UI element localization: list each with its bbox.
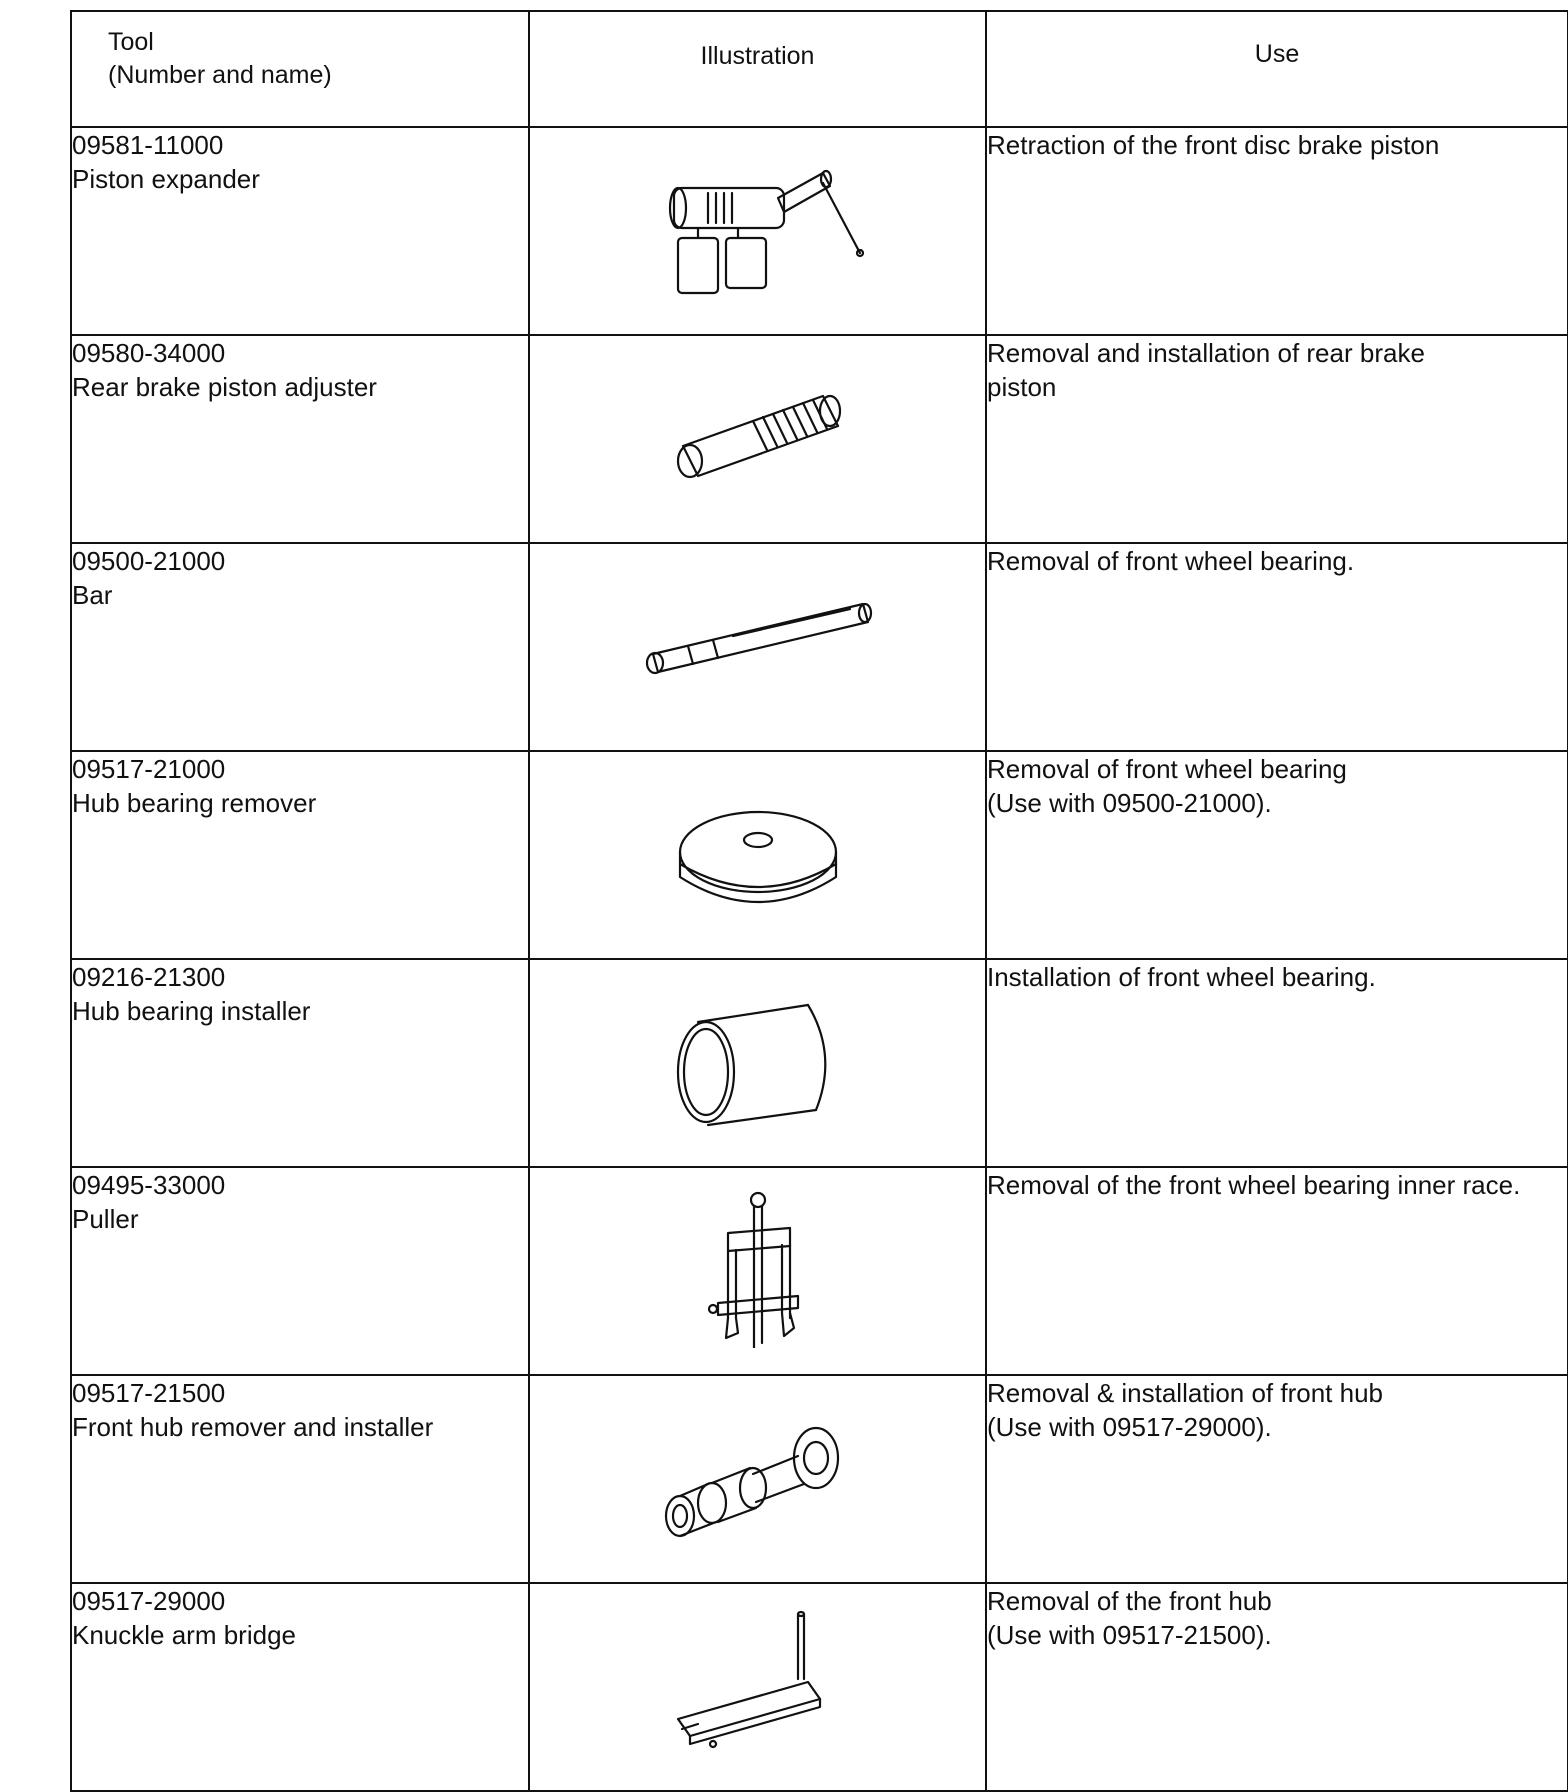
use-line: (Use with 09517-21500). bbox=[987, 1620, 1272, 1650]
table-row bbox=[71, 127, 1568, 335]
hub-remover-installer-icon bbox=[638, 1376, 878, 1556]
use-line: piston bbox=[987, 372, 1057, 402]
table-row bbox=[71, 959, 1568, 1167]
use-line: Retraction of the front disc brake piston bbox=[987, 130, 1440, 160]
table-row bbox=[71, 543, 1568, 751]
use-line: (Use with 09500-21000). bbox=[987, 788, 1272, 818]
illustration-cell bbox=[529, 959, 986, 1167]
table-row bbox=[71, 1375, 1568, 1583]
tool-number: 09216-21300 bbox=[72, 962, 226, 992]
header-tool-line1: Tool bbox=[108, 28, 154, 56]
bearing-remover-icon bbox=[638, 752, 878, 932]
use-line: Removal of the front wheel bearing inner race. bbox=[987, 1170, 1521, 1200]
bearing-installer-icon bbox=[638, 960, 878, 1140]
tool-name: Rear brake piston adjuster bbox=[72, 372, 377, 402]
tool-number: 09500-21000 bbox=[72, 546, 226, 576]
use-cell bbox=[986, 959, 1568, 1167]
tool-number: 09580-34000 bbox=[72, 338, 226, 368]
tool-number: 09517-21000 bbox=[72, 754, 226, 784]
illustration-cell bbox=[529, 1375, 986, 1583]
tool-number: 09517-29000 bbox=[72, 1586, 226, 1616]
tool-name: Piston expander bbox=[72, 164, 260, 194]
use-cell bbox=[986, 751, 1568, 959]
piston-adjuster-icon bbox=[638, 336, 878, 516]
table-header-row bbox=[71, 11, 1568, 127]
tool-name: Knuckle arm bridge bbox=[72, 1620, 296, 1650]
use-cell bbox=[986, 543, 1568, 751]
use-cell bbox=[986, 1375, 1568, 1583]
knuckle-arm-bridge-icon bbox=[638, 1584, 878, 1764]
use-line: (Use with 09517-29000). bbox=[987, 1412, 1272, 1442]
header-illustration: Illustration bbox=[529, 11, 986, 127]
tool-cell bbox=[71, 1375, 529, 1583]
tool-cell bbox=[71, 1583, 529, 1791]
use-line: Removal of front wheel bearing. bbox=[987, 546, 1355, 576]
use-cell bbox=[986, 335, 1568, 543]
table-row bbox=[71, 335, 1568, 543]
tool-name: Front hub remover and installer bbox=[72, 1412, 434, 1442]
tool-cell bbox=[71, 335, 529, 543]
header-tool-line2: (Number and name) bbox=[108, 61, 332, 89]
table-row bbox=[71, 751, 1568, 959]
illustration-cell bbox=[529, 127, 986, 335]
tool-name: Hub bearing installer bbox=[72, 996, 311, 1026]
use-cell bbox=[986, 1583, 1568, 1791]
tool-number: 09517-21500 bbox=[72, 1378, 226, 1408]
header-tool bbox=[71, 11, 529, 127]
tool-cell bbox=[71, 751, 529, 959]
illustration-cell bbox=[529, 1167, 986, 1375]
use-line: Removal & installation of front hub bbox=[987, 1378, 1383, 1408]
illustration-cell bbox=[529, 543, 986, 751]
illustration-cell bbox=[529, 335, 986, 543]
use-line: Removal of the front hub bbox=[987, 1586, 1272, 1616]
tool-cell bbox=[71, 959, 529, 1167]
use-line: Installation of front wheel bearing. bbox=[987, 962, 1376, 992]
table-row bbox=[71, 1583, 1568, 1791]
tool-cell bbox=[71, 543, 529, 751]
tool-name: Bar bbox=[72, 580, 113, 610]
tool-name: Hub bearing remover bbox=[72, 788, 317, 818]
puller-icon bbox=[658, 1168, 858, 1348]
tool-name: Puller bbox=[72, 1204, 139, 1234]
tool-number: 09495-33000 bbox=[72, 1170, 226, 1200]
use-cell bbox=[986, 1167, 1568, 1375]
tool-cell bbox=[71, 127, 529, 335]
tool-number: 09581-11000 bbox=[72, 130, 224, 160]
illustration-cell bbox=[529, 751, 986, 959]
bar-icon bbox=[618, 544, 898, 724]
tool-cell bbox=[71, 1167, 529, 1375]
piston-expander-icon bbox=[638, 128, 878, 308]
use-line: Removal and installation of rear brake bbox=[987, 338, 1425, 368]
use-line: Removal of front wheel bearing bbox=[987, 754, 1347, 784]
special-tools-table bbox=[70, 10, 1568, 1792]
illustration-cell bbox=[529, 1583, 986, 1791]
header-use: Use bbox=[986, 11, 1568, 127]
use-cell bbox=[986, 127, 1568, 335]
table-row bbox=[71, 1167, 1568, 1375]
